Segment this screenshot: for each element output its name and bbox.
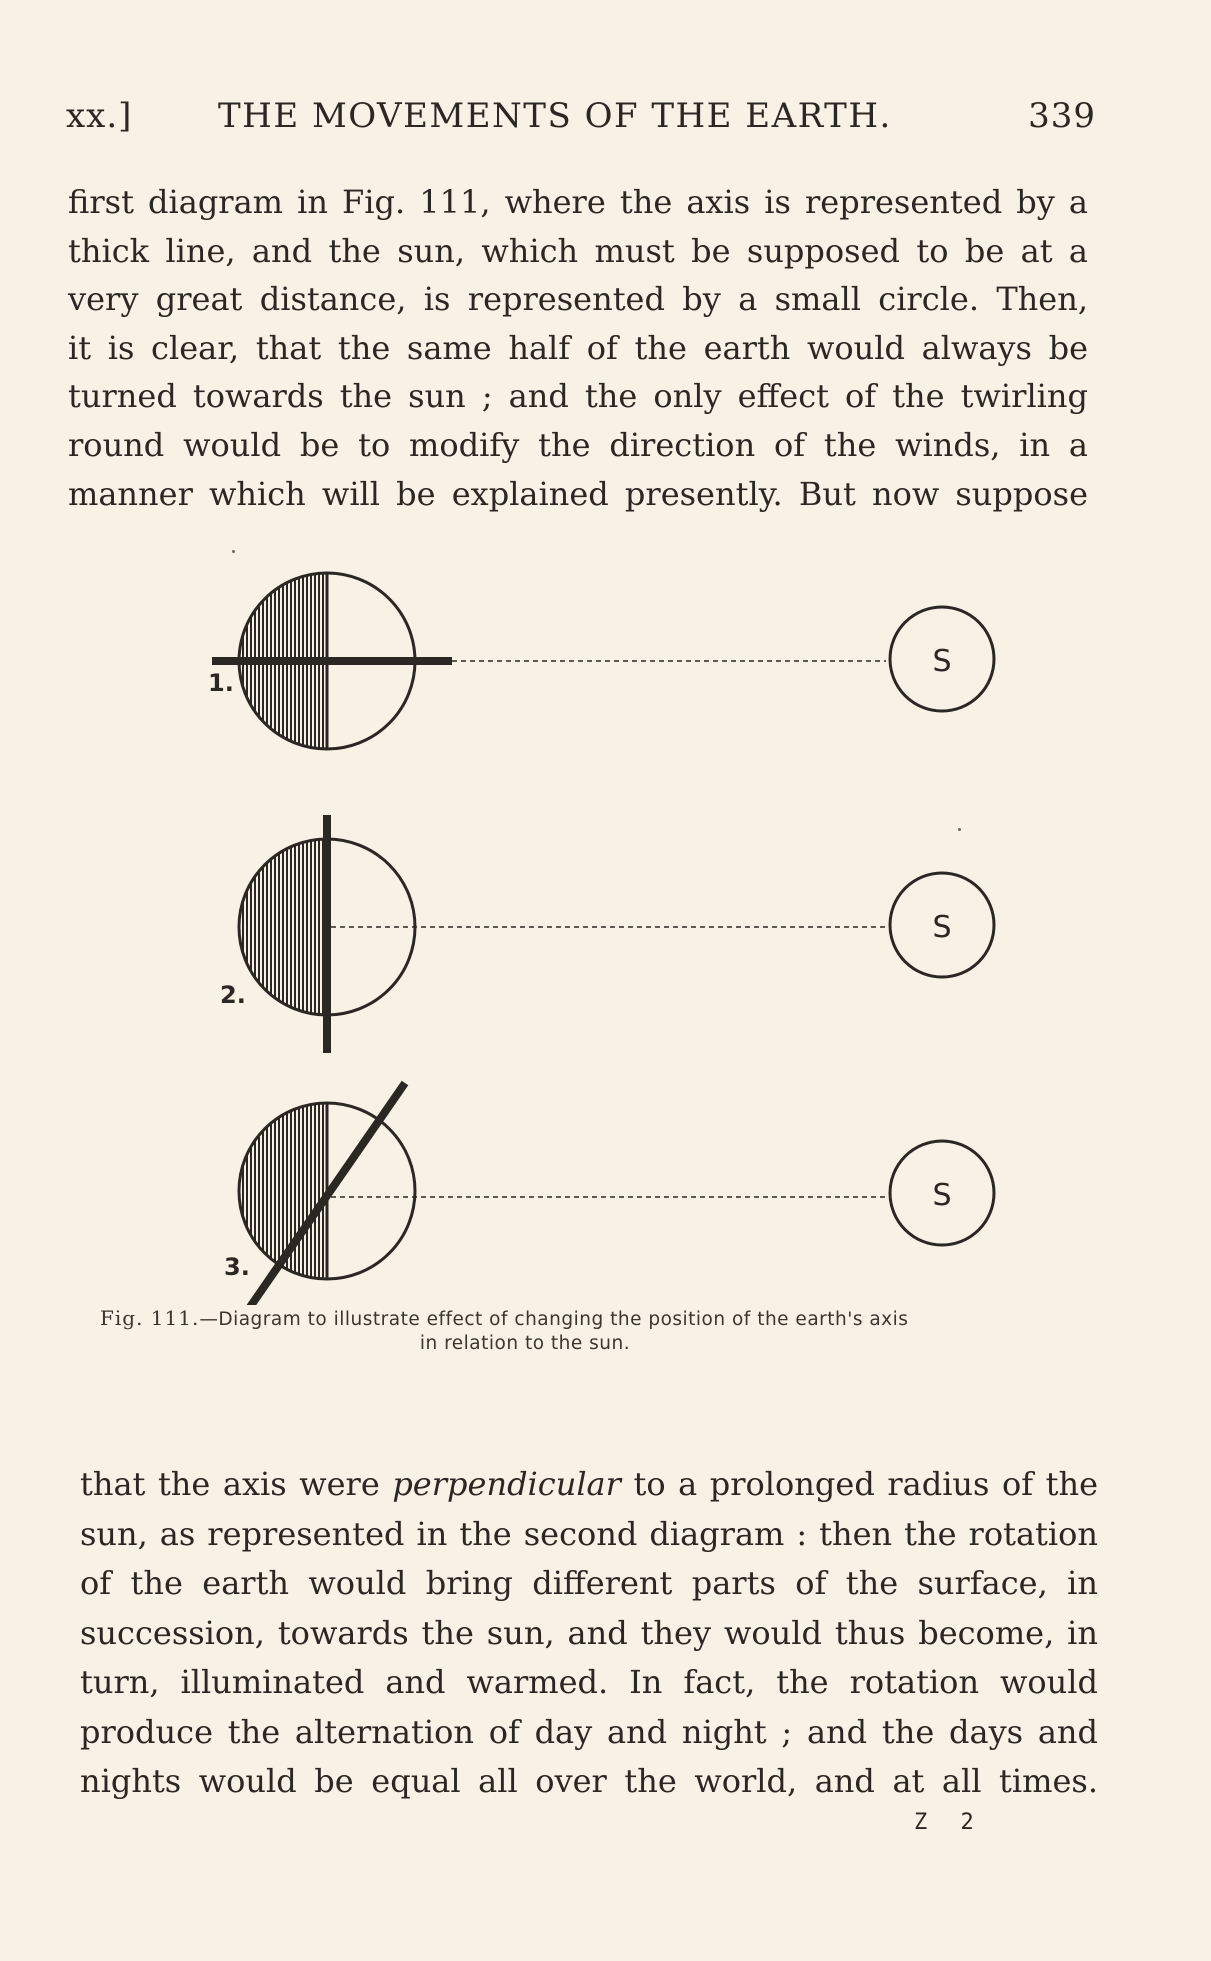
- diagram-1: [208, 565, 994, 765]
- sun-label: S: [932, 910, 952, 945]
- text-line: thick line, and the sun, which must be supposed to be at a: [68, 231, 1088, 270]
- text-line: of the earth would bring different parts of the surface, in: [80, 1564, 1098, 1602]
- caption-figure-label: Fig. 111.: [100, 1306, 200, 1330]
- page-number: 339: [1028, 96, 1096, 136]
- diagram-2: [220, 815, 994, 1053]
- running-header: [66, 96, 1096, 146]
- sun-label: S: [932, 1178, 952, 1213]
- text-line: it is clear, that the same half of the earth would always be: [68, 328, 1088, 367]
- caption-line-2: in relation to the sun.: [419, 1333, 631, 1354]
- text-line: turn, illuminated and warmed. In fact, the rotation would: [80, 1663, 1098, 1701]
- text-line: very great distance, is represented by a small circle. Then,: [68, 280, 1088, 319]
- diagram-label: 1.: [208, 669, 234, 697]
- diagram-3: [224, 1083, 994, 1305]
- text-line: sun, as represented in the second diagram : then the rotation: [80, 1514, 1098, 1553]
- text-span: that the axis were: [80, 1465, 380, 1503]
- text-line: [80, 1460, 1098, 1510]
- text-line: turned towards the sun ; and the only effect of the twirling: [68, 377, 1088, 416]
- text-line: first diagram in Fig. 111, where the axis is represented by a: [68, 183, 1088, 221]
- chapter-number: xx.]: [66, 96, 133, 136]
- running-title: THE MOVEMENTS OF THE EARTH.: [218, 96, 892, 136]
- sun-label: S: [932, 644, 952, 679]
- figure-111: [190, 535, 1020, 1305]
- text-line: nights would be equal all over the world, and at all times.: [80, 1762, 1098, 1800]
- diagram-label: 2.: [220, 981, 246, 1009]
- signature-mark: Z 2: [914, 1810, 984, 1835]
- text-line: round would be to modify the direction of the winds, in a: [68, 425, 1088, 464]
- paragraph-2: [80, 1460, 1098, 1807]
- figure-caption: [100, 1306, 1090, 1356]
- paragraph-1: [68, 178, 1088, 518]
- caption-text: —Diagram to illustrate effect of changing the position of the earth's axis: [199, 1309, 909, 1330]
- emphasized-word: perpendicular: [392, 1465, 621, 1503]
- diagram-label: 3.: [224, 1253, 250, 1281]
- text-line: manner which will be explained presently. But now suppose: [68, 474, 1088, 513]
- text-line: produce the alternation of day and night ; and the days and: [80, 1712, 1098, 1751]
- caption-line-1: [100, 1306, 1090, 1332]
- text-line: succession, towards the sun, and they would thus become, in: [80, 1613, 1098, 1652]
- text-span: to a prolonged radius of the: [633, 1465, 1099, 1503]
